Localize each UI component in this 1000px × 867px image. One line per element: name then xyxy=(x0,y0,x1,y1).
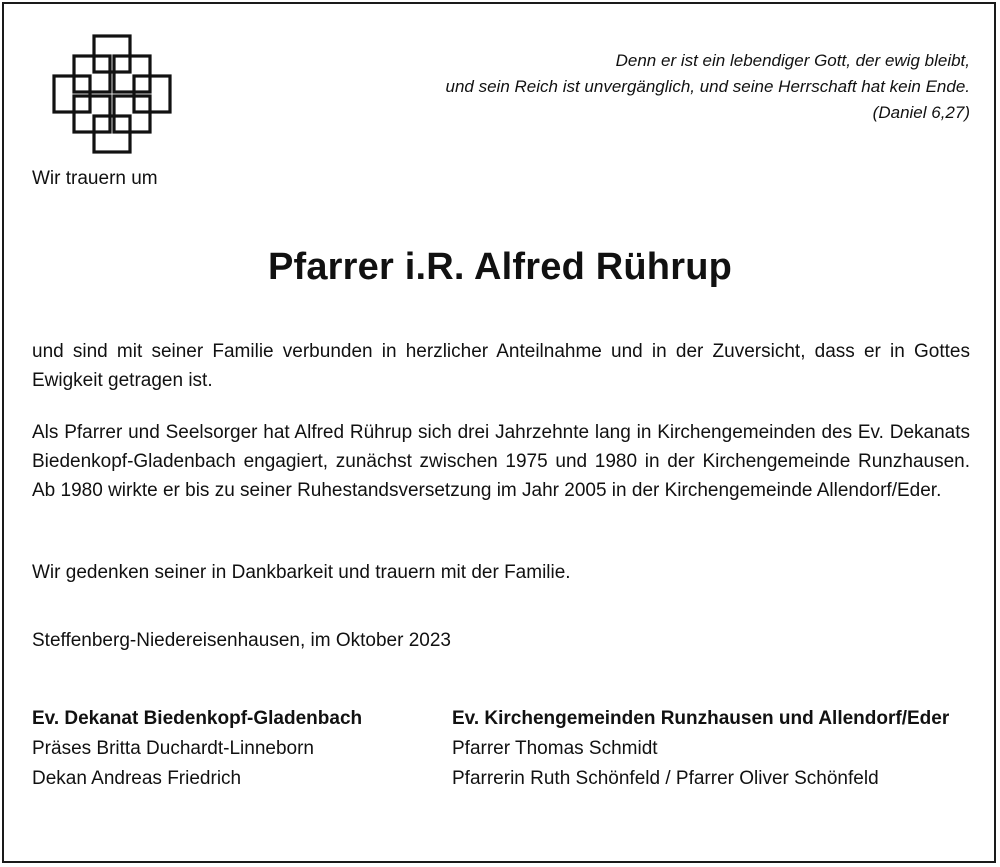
verse-line-2: und sein Reich ist unvergänglich, und seine Herrschaft hat kein Ende. xyxy=(445,77,970,96)
intro-text: Wir trauern um xyxy=(32,168,158,189)
signatory-heading: Ev. Kirchengemeinden Runzhausen und Allendorf/Eder xyxy=(452,708,950,729)
paragraph-biography: Als Pfarrer und Seelsorger hat Alfred Rührup sich drei Jahrzehnte lang in Kirchengemeinden des Ev. Dekanats Biedenkopf-Gladenbach engagiert, zunächst zwischen 1975 und 1980 in der Kirchengemeinde Runzhausen. Ab 1980 wirkte er bis zu seiner Ruhestandsversetzung im Jahr 2005 in der Kirchengemeinde Allendorf/Eder. xyxy=(32,422,970,501)
bible-verse xyxy=(270,48,970,126)
signatory-block-right xyxy=(452,704,982,794)
signatory-heading: Ev. Dekanat Biedenkopf-Gladenbach xyxy=(32,708,363,729)
signatory-name: Pfarrerin Ruth Schönfeld / Pfarrer Oliver Schönfeld xyxy=(452,768,879,789)
deceased-name: Pfarrer i.R. Alfred Rührup xyxy=(267,246,733,288)
verse-reference: (Daniel 6,27) xyxy=(872,103,970,122)
church-cross-logo-icon xyxy=(50,32,174,156)
paragraph-condolence: und sind mit seiner Familie verbunden in herzlicher Anteilnahme und in der Zuversicht, dass er in Gottes Ewigkeit getragen ist. xyxy=(32,341,970,391)
signatory-name: Dekan Andreas Friedrich xyxy=(32,768,242,789)
signatory-name: Pfarrer Thomas Schmidt xyxy=(452,738,658,759)
paragraph-remembrance: Wir gedenken seiner in Dankbarkeit und trauern mit der Familie. xyxy=(32,562,571,583)
verse-line-1: Denn er ist ein lebendiger Gott, der ewig bleibt, xyxy=(615,51,970,70)
place-date: Steffenberg-Niedereisenhausen, im Oktober 2023 xyxy=(32,630,451,651)
signatory-block-left xyxy=(32,704,432,794)
signatory-name: Präses Britta Duchardt-Linneborn xyxy=(32,738,314,759)
